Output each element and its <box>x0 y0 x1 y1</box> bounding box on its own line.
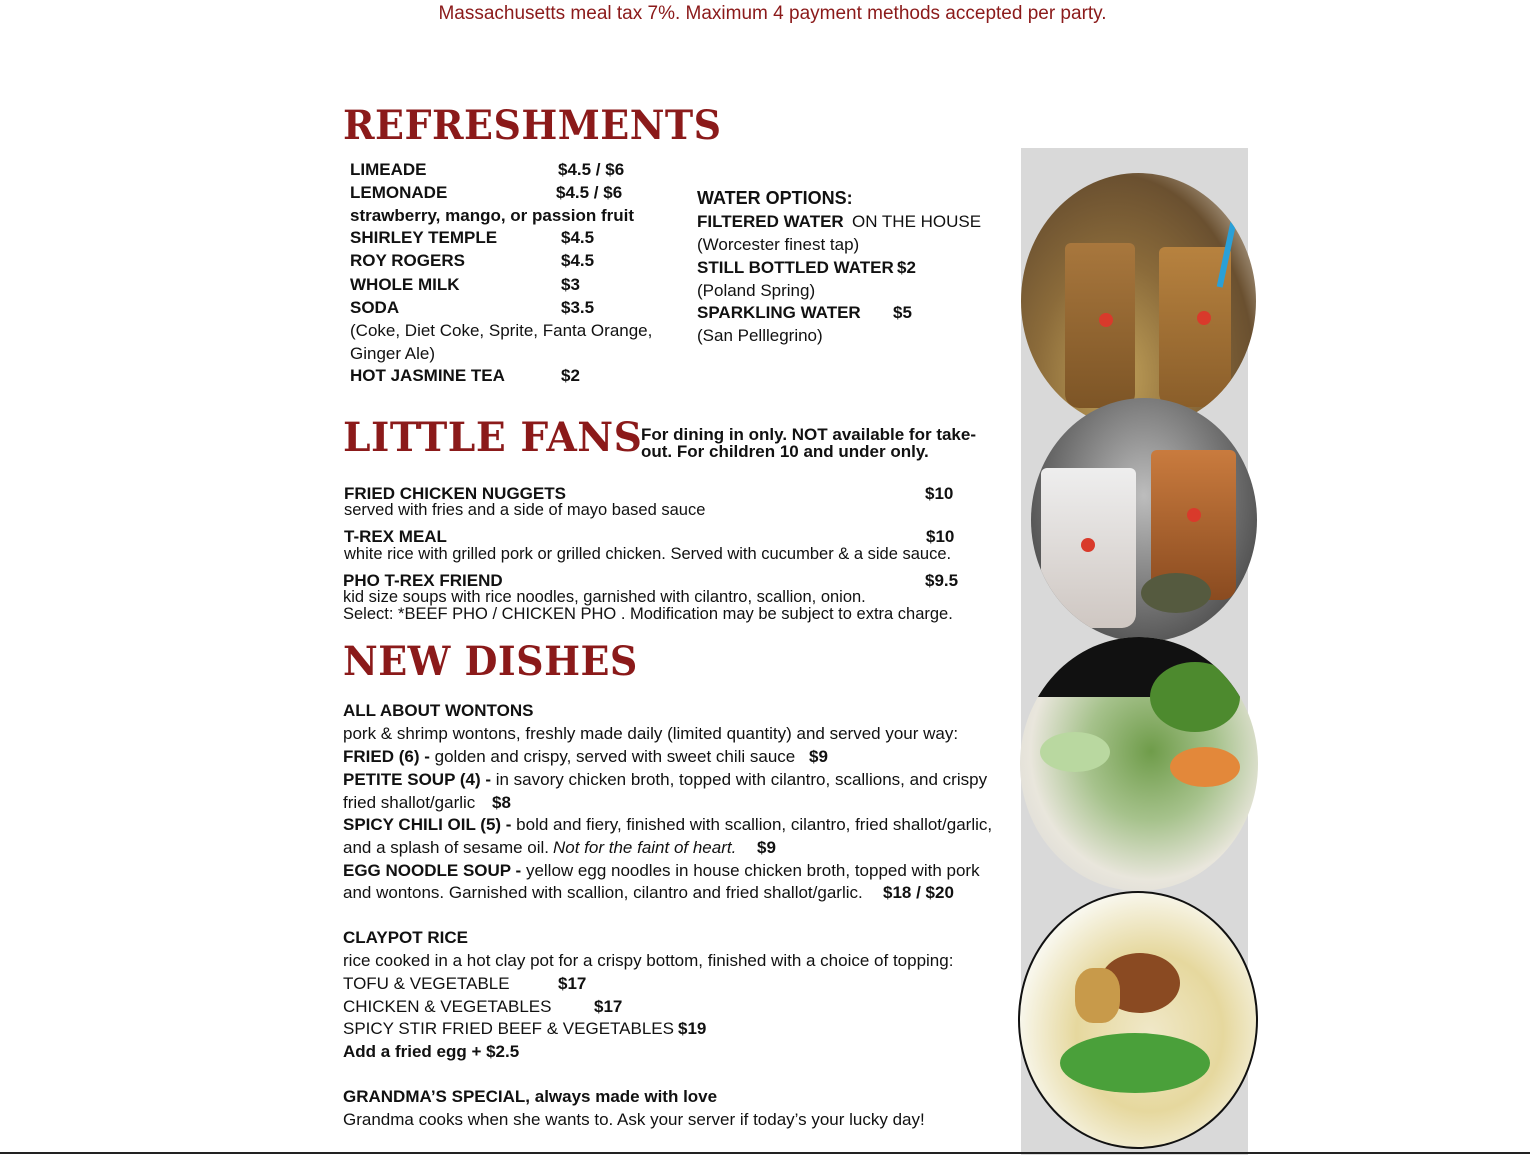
salad-photo <box>1020 637 1258 891</box>
water-note: (Poland Spring) <box>697 281 816 300</box>
drink-price: $4.5 / $6 <box>558 160 625 179</box>
wontons-intro: pork & shrimp wontons, freshly made daily (limited quantity) and served your way: <box>343 724 959 743</box>
claypot-price: $17 <box>558 974 587 993</box>
drink-name: SODA <box>350 298 400 317</box>
scallion-topping <box>1060 1033 1210 1093</box>
option-text-cont: and wontons. Garnished with scallion, cilantro and fried shallot/garlic. <box>343 883 863 902</box>
drink-name: LIMEADE <box>350 160 427 179</box>
kids-item-desc: served with fries and a side of mayo based sauce <box>344 501 706 519</box>
refreshments-heading: REFRESHMENTS <box>343 102 722 149</box>
water-note: (San Pelllegrino) <box>697 326 823 345</box>
drink-name: ROY ROGERS <box>350 251 465 270</box>
option-label: FRIED (6) - <box>343 747 430 766</box>
wonton <box>1075 968 1120 1023</box>
tea-leaves <box>1141 573 1211 613</box>
grandma-text: Grandma cooks when she wants to. Ask your server if today’s your lucky day! <box>343 1110 925 1129</box>
option-label: EGG NOODLE SOUP - <box>343 861 522 880</box>
kids-item-price: $10 <box>926 527 955 546</box>
option-text: golden and crispy, served with sweet chili sauce <box>429 747 796 766</box>
kids-item-price: $9.5 <box>925 571 959 590</box>
wontons-title: ALL ABOUT WONTONS <box>343 701 534 720</box>
water-name: FILTERED WATER <box>697 212 844 231</box>
option-text-cont: fried shallot/garlic <box>343 793 476 812</box>
option-text-cont: and a splash of sesame oil. <box>343 838 550 857</box>
option-warning: Not for the faint of heart. <box>553 838 737 857</box>
herb-garnish <box>1150 662 1240 732</box>
water-options-title: WATER OPTIONS: <box>697 188 853 208</box>
drink-name: WHOLE MILK <box>350 275 460 294</box>
option-label: PETITE SOUP (4) - <box>343 770 491 789</box>
noodle-soup-photo <box>1018 891 1258 1149</box>
claypot-option: TOFU & VEGETABLE <box>343 974 510 993</box>
drink-note: strawberry, mango, or passion fruit <box>350 206 635 225</box>
kids-item-desc: Select: *BEEF PHO / CHICKEN PHO . Modification may be subject to extra charge. <box>343 605 953 623</box>
water-name: SPARKLING WATER <box>697 303 861 322</box>
drink-price: $4.5 <box>561 251 595 270</box>
kids-item-price: $10 <box>925 484 954 503</box>
wonton-price: $8 <box>492 793 511 812</box>
wonton-option-petite <box>343 769 987 791</box>
water-note: (Worcester finest tap) <box>697 235 860 254</box>
drink-price: $4.5 / $6 <box>556 183 623 202</box>
carrot-strips <box>1170 747 1240 787</box>
little-fans-heading: LITTLE FANS <box>343 414 643 461</box>
brand-logo-icon <box>1099 313 1113 327</box>
wonton-price: $9 <box>757 838 776 857</box>
claypot-price: $17 <box>594 997 623 1016</box>
drink-name: SHIRLEY TEMPLE <box>350 228 498 247</box>
milk-tea-photo <box>1031 398 1257 642</box>
page-divider <box>0 1152 1530 1154</box>
kids-item-name: T-REX MEAL <box>344 527 447 546</box>
kids-item-desc: white rice with grilled pork or grilled chicken. Served with cucumber & a side sauce. <box>344 545 952 563</box>
drink-price: $3.5 <box>561 298 595 317</box>
kids-item-name: PHO T-REX FRIEND <box>343 571 503 590</box>
new-dishes-heading: NEW DISHES <box>343 638 638 685</box>
claypot-price: $19 <box>678 1019 707 1038</box>
water-price: ON THE HOUSE <box>852 212 982 231</box>
water-price: $5 <box>893 303 912 322</box>
cucumber-slice <box>1040 732 1110 772</box>
drink-name: HOT JASMINE TEA <box>350 366 505 385</box>
drink-note: Ginger Ale) <box>350 344 436 363</box>
wonton-price: $9 <box>809 747 828 766</box>
option-text: in savory chicken broth, topped with cilantro, scallions, and crispy <box>491 770 988 789</box>
claypot-option: SPICY STIR FRIED BEEF & VEGETABLES <box>343 1019 674 1038</box>
drink-price: $2 <box>561 366 580 385</box>
drink-note: (Coke, Diet Coke, Sprite, Fanta Orange, <box>350 321 653 340</box>
iced-coffee-photo <box>1021 173 1256 429</box>
claypot-intro: rice cooked in a hot clay pot for a crispy bottom, finished with a choice of topping: <box>343 951 954 970</box>
wonton-option-spicy <box>343 814 992 836</box>
option-text: yellow egg noodles in house chicken broth, topped with pork <box>521 861 980 880</box>
kids-item-desc: kid size soups with rice noodles, garnished with cilantro, scallion, onion. <box>343 588 866 606</box>
kids-item-name: FRIED CHICKEN NUGGETS <box>344 484 566 503</box>
water-name: STILL BOTTLED WATER <box>697 258 894 277</box>
drink-name: LEMONADE <box>350 183 448 202</box>
claypot-title: CLAYPOT RICE <box>343 928 469 947</box>
brand-logo-icon <box>1081 538 1095 552</box>
wonton-price: $18 / $20 <box>883 883 954 902</box>
option-label: SPICY CHILI OIL (5) - <box>343 815 512 834</box>
brand-logo-icon <box>1187 508 1201 522</box>
wonton-option-fried <box>343 746 795 768</box>
claypot-addon: Add a fried egg + $2.5 <box>343 1042 520 1061</box>
claypot-option: CHICKEN & VEGETABLES <box>343 997 552 1016</box>
drink-price: $4.5 <box>561 228 595 247</box>
kids-menu-note: For dining in only. NOT available for take-out. For children 10 and under only. <box>641 425 977 461</box>
water-price: $2 <box>897 258 916 277</box>
drink-cup <box>1065 243 1135 408</box>
grandma-title: GRANDMA’S SPECIAL, always made with love <box>343 1087 718 1106</box>
brand-logo-icon <box>1197 311 1211 325</box>
tax-notice: Massachusetts meal tax 7%. Maximum 4 payment methods accepted per party. <box>438 3 1107 24</box>
drink-price: $3 <box>561 275 580 294</box>
option-text: bold and fiery, finished with scallion, cilantro, fried shallot/garlic, <box>511 815 993 834</box>
wonton-option-egg-noodle <box>343 860 980 882</box>
